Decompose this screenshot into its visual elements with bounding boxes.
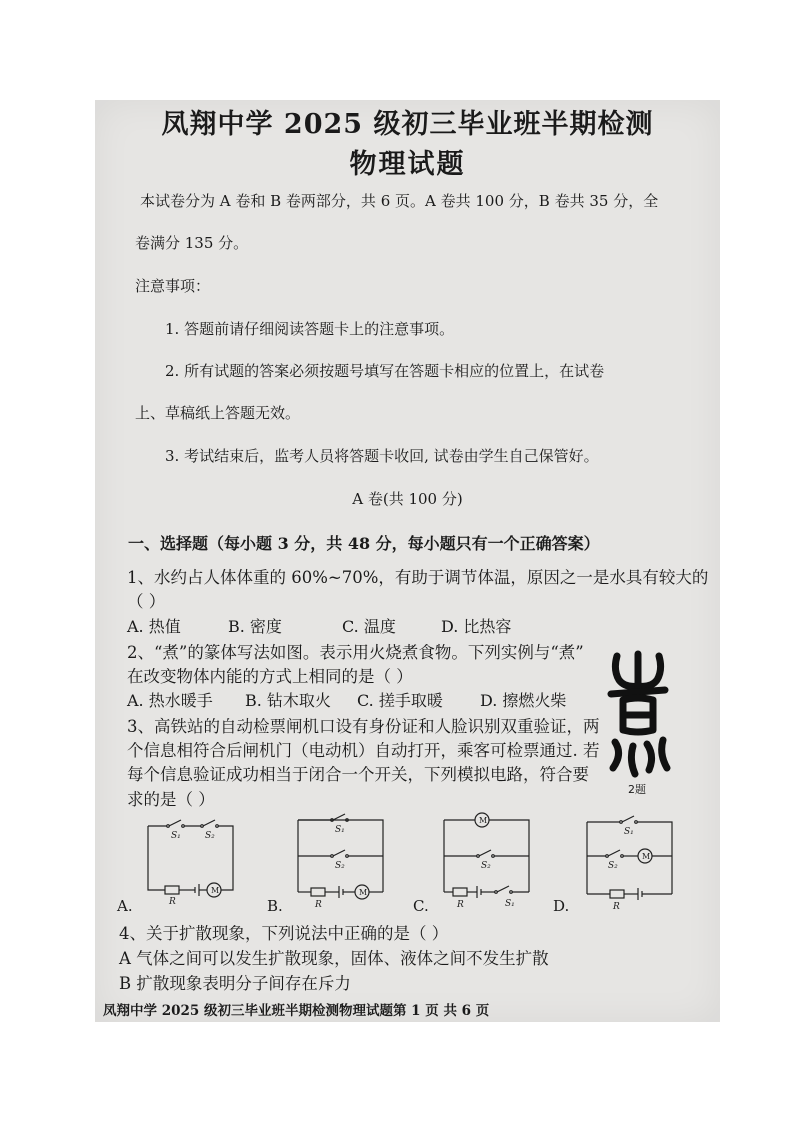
q1-option-d: D. 比热容 (441, 617, 512, 636)
notice-item-2-line-2: 上、草稿纸上答题无效。 (135, 404, 301, 422)
q4-stem: 4、关于扩散现象，下列说法中正确的是（ ） (119, 924, 449, 943)
q4-option-b: B 扩散现象表明分子间存在斥力 (119, 974, 351, 993)
q4-option-a: A 气体之间可以发生扩散现象，固体、液体之间不发生扩散 (119, 949, 549, 968)
intro-line-1: 本试卷分为 A 卷和 B 卷两部分，共 6 页。A 卷共 100 分，B 卷共 35 分，全 (140, 192, 659, 210)
notice-item-2-line-1: 2. 所有试题的答案必须按题号填写在答题卡相应的位置上，在试卷 (165, 362, 605, 380)
intro-line-2: 卷满分 135 分。 (135, 234, 249, 252)
q1-option-a: A. 热值 (127, 617, 181, 636)
circuit-b-label-s1: S₁ (335, 825, 345, 835)
q1-stem: 1、水约占人体体重的 60%~70%，有助于调节体温，原因之一是水具有较大的 (127, 568, 709, 587)
q2-option-c: C. 搓手取暖 (357, 691, 443, 710)
exam-subtitle: 物理试题 (349, 149, 466, 180)
circuit-d-diagram (582, 818, 677, 912)
q2-stem-line-2: 在改变物体内能的方式上相同的是（ ） (127, 667, 413, 686)
circuit-c-option-label: C. (413, 897, 429, 915)
circuit-c-diagram (439, 816, 534, 910)
notice-item-1: 1. 答题前请仔细阅读答题卡上的注意事项。 (165, 320, 455, 338)
notice-heading: 注意事项： (135, 277, 211, 295)
seal-figure-caption: 2题 (628, 783, 646, 796)
q1-option-c: C. 温度 (342, 617, 396, 636)
section-a-title: A 卷(共 100 分) (352, 490, 463, 508)
q3-stem-line-4: 求的是（ ） (127, 790, 215, 809)
circuit-a-diagram (143, 818, 238, 907)
seal-script-zhu-figure (603, 650, 673, 780)
q2-option-d: D. 擦燃火柴 (480, 691, 567, 710)
circuit-a-label-s2: S₂ (205, 831, 215, 841)
q3-stem-line-3: 每个信息验证成功相当于闭合一个开关，下列模拟电路，符合要 (127, 765, 589, 784)
circuit-d-label-r: R (613, 902, 620, 912)
q3-stem-line-2: 个信息相符合后闸机门（电动机）自动打开，乘客可检票通过. 若 (127, 741, 600, 760)
circuit-c-label-r: R (457, 900, 464, 910)
circuit-a-label-s1: S₁ (171, 831, 181, 841)
circuit-b-diagram (293, 816, 388, 910)
q1-answer-blank: （ ） (127, 592, 166, 611)
q1-option-b: B. 密度 (228, 617, 282, 636)
circuit-d-label-m: M (642, 852, 651, 861)
exam-paper (95, 100, 720, 1022)
q2-option-b: B. 钻木取火 (245, 691, 331, 710)
exam-title: 凤翔中学 2025 级初三毕业班半期检测 (161, 109, 654, 140)
circuit-b-label-s2: S₂ (335, 861, 345, 871)
circuit-d-option-label: D. (553, 897, 570, 915)
page-footer: 凤翔中学 2025 级初三毕业班半期检测物理试题第 1 页 共 6 页 (103, 1003, 490, 1019)
notice-item-3: 3. 考试结束后，监考人员将答题卡收回, 试卷由学生自己保管好。 (165, 447, 599, 465)
circuit-a-option-label: A. (117, 897, 133, 915)
circuit-a-label-r: R (169, 897, 176, 907)
circuit-c-label-s2: S₂ (481, 861, 491, 871)
circuit-d-label-s1: S₁ (624, 827, 634, 837)
q2-option-a: A. 热水暖手 (127, 691, 213, 710)
circuit-a-label-m: M (211, 886, 220, 895)
circuit-b-label-m: M (359, 888, 368, 897)
circuit-c-label-s1: S₁ (505, 899, 515, 909)
q3-stem-line-1: 3、高铁站的自动检票闸机口设有身份证和人脸识别双重验证，两 (127, 717, 600, 736)
circuit-c-label-m: M (479, 816, 488, 825)
part1-heading: 一、选择题（每小题 3 分，共 48 分，每小题只有一个正确答案） (128, 534, 600, 553)
q2-stem-line-1: 2、“煮”的篆体写法如图。表示用火烧煮食物。下列实例与“煮” (127, 643, 584, 662)
circuit-b-label-r: R (315, 900, 322, 910)
circuit-b-option-label: B. (267, 897, 283, 915)
circuit-d-label-s2: S₂ (608, 861, 618, 871)
